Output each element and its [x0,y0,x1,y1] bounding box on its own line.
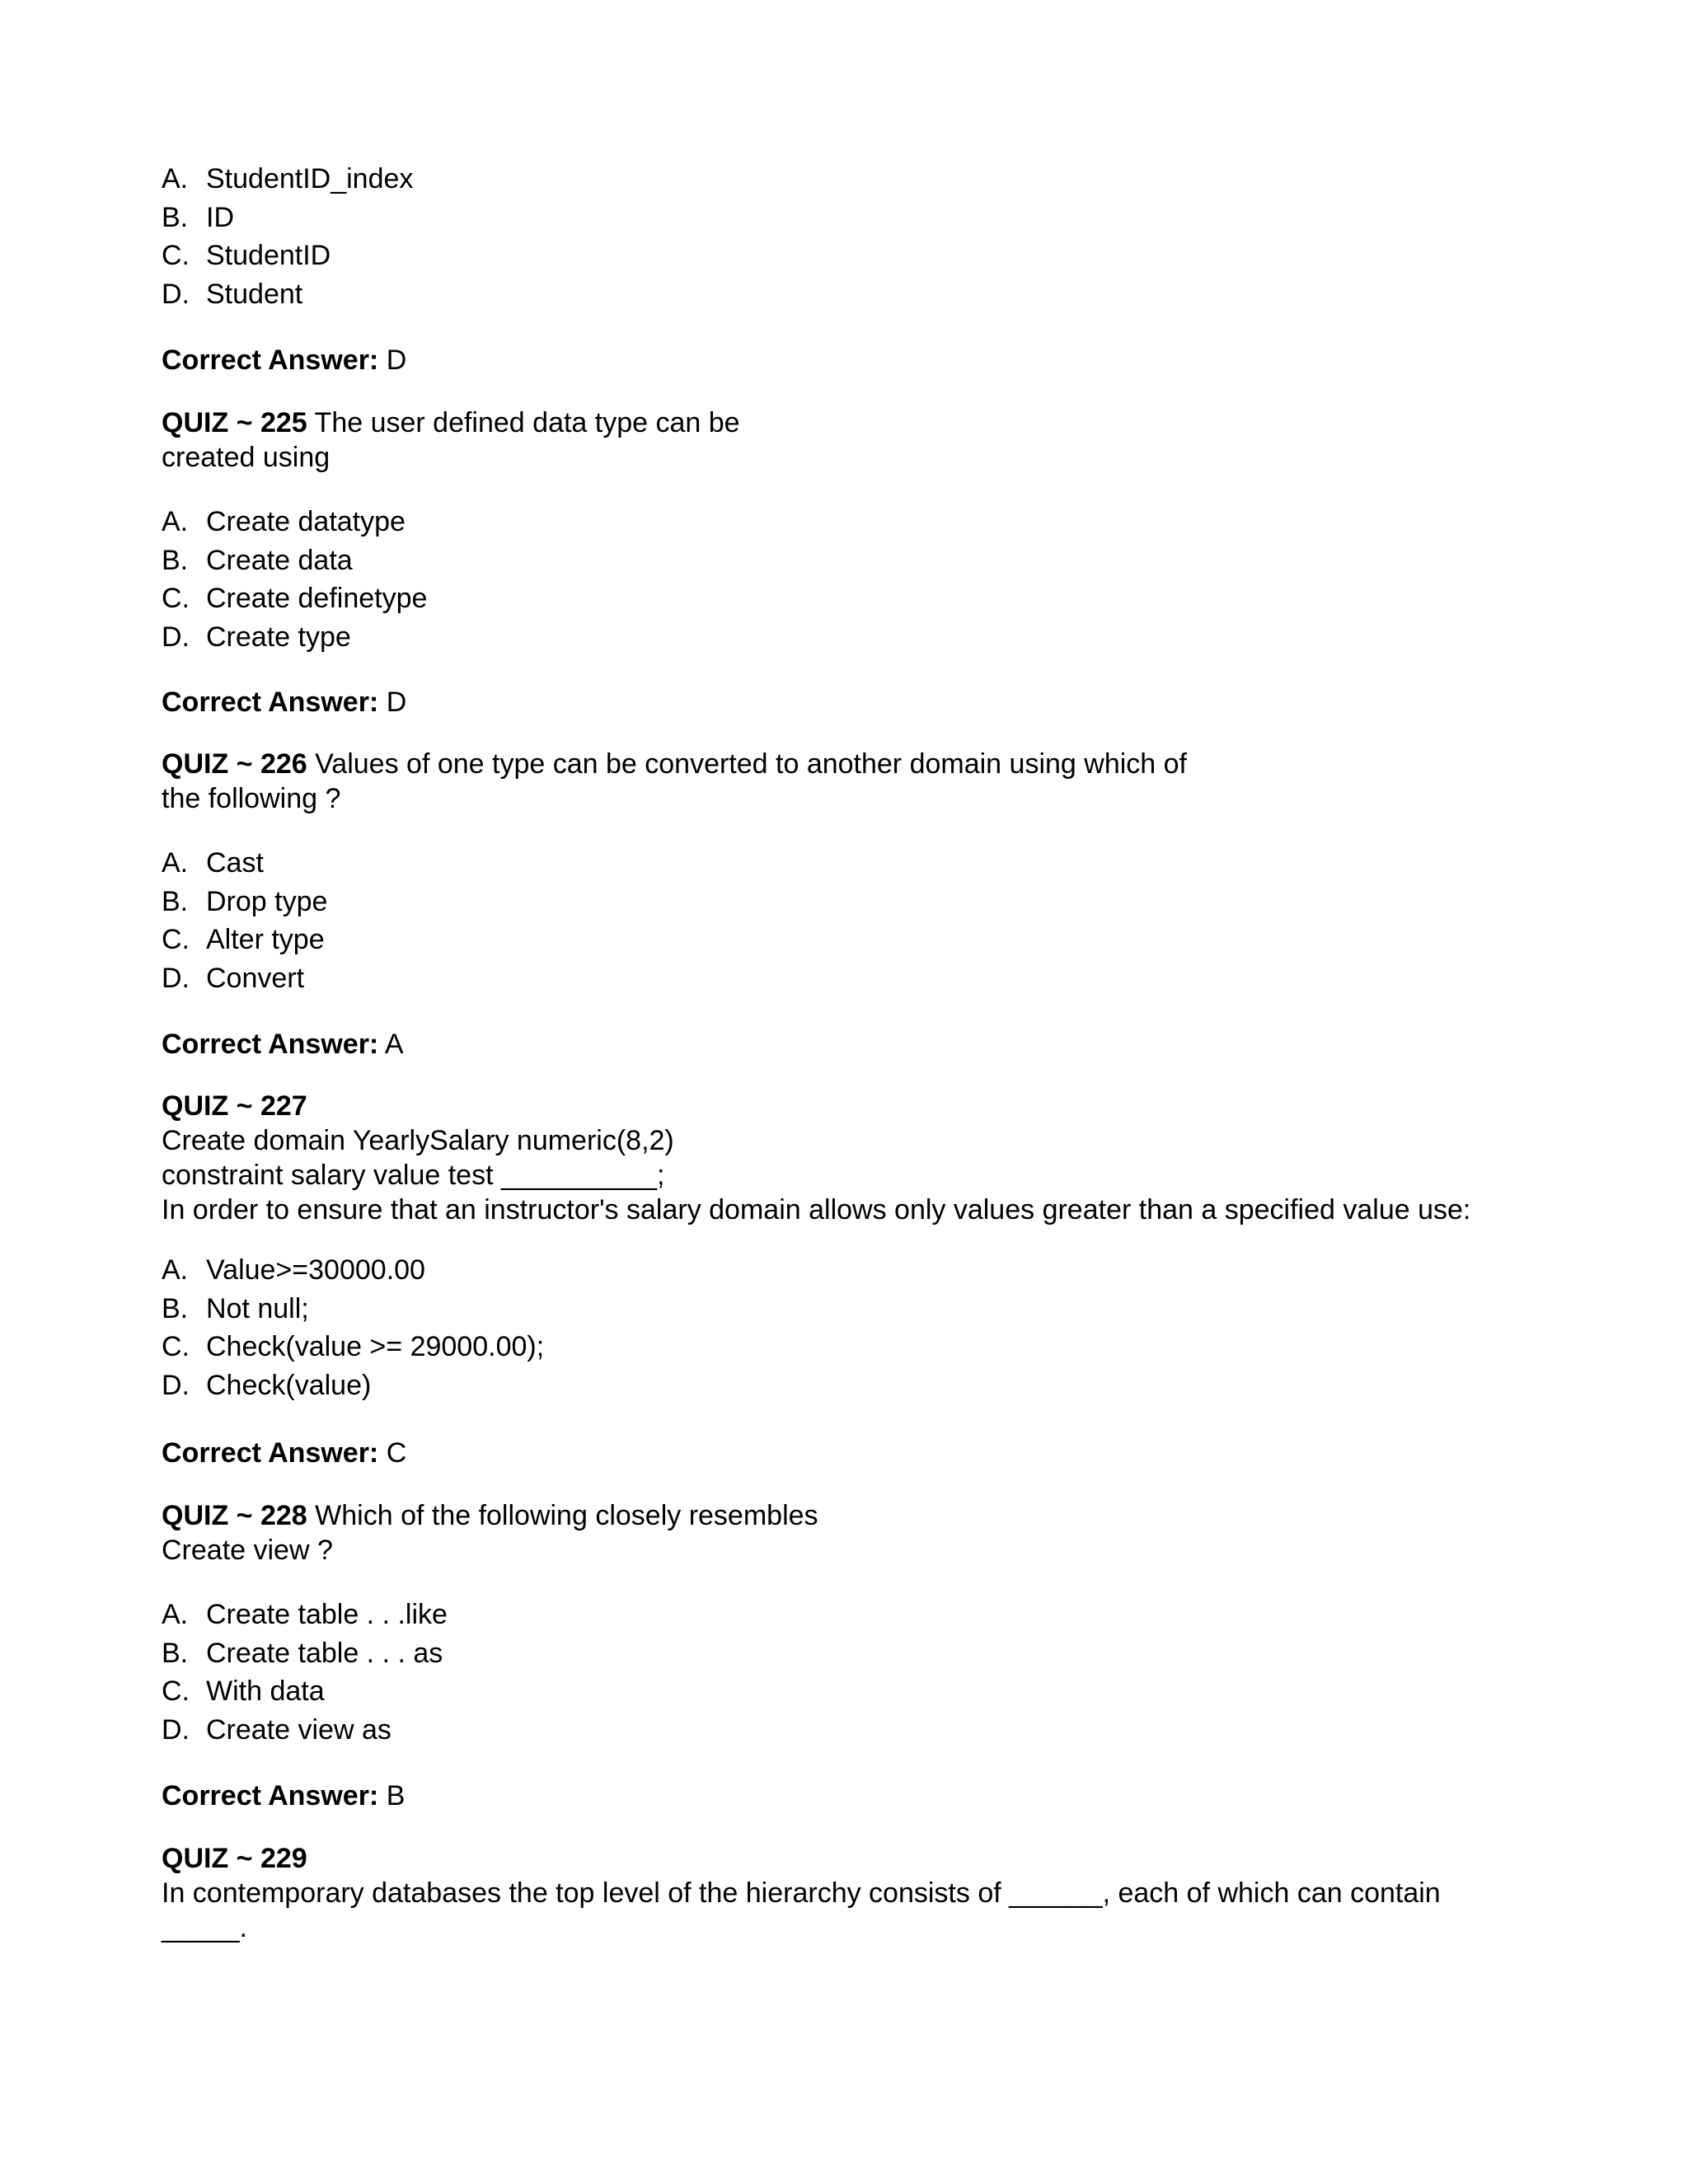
option-c: C. Check(value >= 29000.00); [162,1331,545,1362]
option-a: A. Cast [162,847,264,879]
correct-answer: Correct Answer: C [162,1437,407,1469]
question-number: QUIZ ~ 226 [162,748,307,780]
correct-answer: Correct Answer: A [162,1029,404,1060]
options-list [162,160,1563,313]
option-b: B. Create table . . . as [162,1637,443,1669]
option-c: C. Create definetype [162,583,428,614]
question-229: QUIZ ~ 229 In contemporary databases the top level of the hierarchy consists of ______, each of which can contain _____. [162,1843,1441,1943]
option-c: C. Alter type [162,924,325,955]
option-d: D. Student [162,278,303,310]
question-227: QUIZ ~ 227 Create domain YearlySalary numeric(8,2) constraint salary value test __________; In order to ensure that an instructor's salary domain allows only values greater than a specified value use: [162,1090,1471,1226]
question-number: QUIZ ~ 227 [162,1090,307,1122]
question-228: QUIZ ~ 228 Which of the following closely resembles Create view ? [162,1500,818,1566]
question-number: QUIZ ~ 228 [162,1500,307,1531]
options-list [162,844,1563,997]
question-226: QUIZ ~ 226 Values of one type can be converted to another domain using which of the following ? [162,748,1187,814]
option-b: B. Drop type [162,885,328,917]
option-d: D. Create type [162,621,351,653]
correct-answer: Correct Answer: D [162,344,407,376]
option-c: C. StudentID [162,240,331,271]
options-list [162,1596,1563,1749]
question-number: QUIZ ~ 225 [162,407,307,438]
option-a: A. Create datatype [162,506,406,537]
option-a: A. Value>=30000.00 [162,1254,425,1286]
option-a: A. StudentID_index [162,163,414,194]
option-c: C. With data [162,1675,325,1707]
question-number: QUIZ ~ 229 [162,1843,307,1874]
question-225: QUIZ ~ 225 The user defined data type can be created using [162,407,740,473]
correct-answer: Correct Answer: B [162,1780,406,1811]
option-d: D. Check(value) [162,1369,372,1401]
option-b: B. ID [162,201,234,233]
options-list [162,503,1563,656]
option-d: D. Convert [162,962,305,994]
options-list [162,1251,1563,1404]
option-a: A. Create table . . .like [162,1599,448,1630]
option-b: B. Not null; [162,1292,309,1324]
option-b: B. Create data [162,544,353,576]
option-d: D. Create view as [162,1713,392,1746]
correct-answer: Correct Answer: D [162,687,407,718]
